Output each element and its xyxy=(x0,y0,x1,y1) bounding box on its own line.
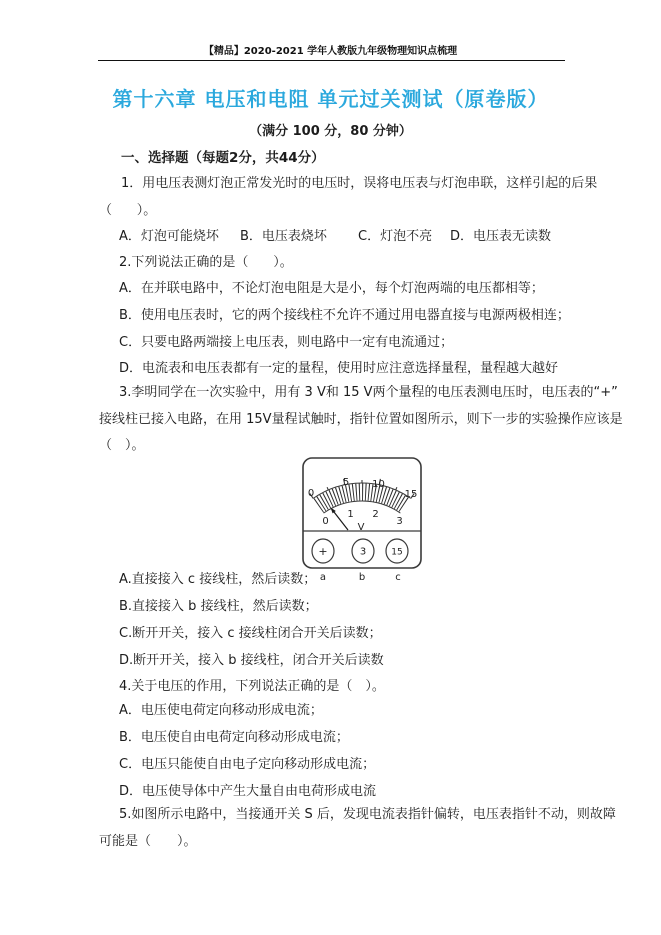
q2-option-c: C．只要电路两端接上电压表，则电路中一定有电流通过； xyxy=(119,335,454,350)
q4-option-c: C．电压只能使自由电子定向移动形成电流； xyxy=(119,757,376,772)
meter-needle xyxy=(334,512,348,530)
q1-option-b: B．电压表烧坏 xyxy=(240,229,327,244)
section-heading: 一、选择题（每题2分，共44分） xyxy=(121,150,325,166)
q3-option-c: C.断开开关，接入 c 接线柱闭合开关后读数； xyxy=(119,626,382,641)
meter-unit-label: V xyxy=(357,522,365,533)
scale-ticks xyxy=(307,479,414,499)
q3-text-line3: （ ）。 xyxy=(99,438,145,453)
q1-option-a: A．灯泡可能烧坏 xyxy=(119,229,219,244)
page-title: 第十六章 电压和电阻 单元过关测试（原卷版） xyxy=(112,87,549,111)
terminal-marker-a: a xyxy=(319,572,327,582)
q5-text-line1: 5.如图所示电路中，当接通开关 S 后，发现电流表指针偏转，电压表指针不动，则故障 xyxy=(119,807,616,822)
q4-text: 4.关于电压的作用，下列说法正确的是（ ）。 xyxy=(119,679,385,694)
upper-scale-0: 0 xyxy=(307,488,315,499)
q4-option-b: B．电压使自由电荷定向移动形成电流； xyxy=(119,730,349,745)
lower-scale-1: 1 xyxy=(347,509,354,520)
q3-option-b: B.直接接入 b 接线柱，然后读数； xyxy=(119,599,318,614)
q3-option-a: A.直接接入 c 接线柱，然后读数； xyxy=(119,572,317,587)
upper-scale-10: 10 xyxy=(372,479,385,490)
scale-hatch-band xyxy=(318,492,405,506)
q4-option-a: A．电压使电荷定向移动形成电流； xyxy=(119,703,323,718)
terminal-3v-label: 3 xyxy=(359,546,367,558)
q4-option-d: D．电压使导体中产生大量自由电荷形成电流 xyxy=(119,784,377,799)
lower-scale-0: 0 xyxy=(322,516,329,527)
q3-text-line1: 3.李明同学在一次实验中，用有 3 V和 15 V两个量程的电压表测电压时，电压表的“+” xyxy=(119,385,618,400)
lower-scale-2: 2 xyxy=(372,509,379,520)
voltmeter-figure xyxy=(301,456,423,582)
q2-option-d: D．电流表和电压表都有一定的量程，使用时应注意选择量程，量程越大越好 xyxy=(119,361,559,376)
q1-text-line2: （ ）。 xyxy=(99,203,157,218)
upper-scale-5: 5 xyxy=(342,477,350,488)
q2-option-a: A．在并联电路中，不论灯泡电阻是大是小，每个灯泡两端的电压都相等； xyxy=(119,281,544,296)
header-divider xyxy=(98,60,565,61)
q1-option-c: C．灯泡不亮 xyxy=(358,229,433,244)
q1-text-line1: 1．用电压表测灯泡正常发光时的电压时，误将电压表与灯泡串联，这样引起的后果 xyxy=(121,176,598,191)
lower-scale-3: 3 xyxy=(396,516,403,527)
page-subtitle: （满分 100 分，80 分钟） xyxy=(249,124,412,139)
q1-option-d: D．电压表无读数 xyxy=(450,229,552,244)
q3-option-d: D.断开开关，接入 b 接线柱，闭合开关后读数 xyxy=(119,653,384,668)
q2-text: 2.下列说法正确的是（ ）。 xyxy=(119,255,293,270)
terminal-15v-label: 15 xyxy=(391,547,403,558)
terminal-marker-b: b xyxy=(358,572,366,582)
upper-scale-15: 15 xyxy=(404,489,418,500)
terminal-marker-c: c xyxy=(395,572,401,582)
terminal-plus-label: + xyxy=(318,545,328,558)
page-header: 【精品】2020-2021 学年人教版九年级物理知识点梳理 xyxy=(203,46,458,57)
q5-text-line2: 可能是（ ）。 xyxy=(99,834,197,849)
q3-text-line2: 接线柱已接入电路，在用 15V量程试触时，指针位置如图所示，则下一步的实验操作应该是 xyxy=(99,412,623,427)
q2-option-b: B．使用电压表时，它的两个接线柱不允许不通过用电器直接与电源两极相连； xyxy=(119,308,570,323)
